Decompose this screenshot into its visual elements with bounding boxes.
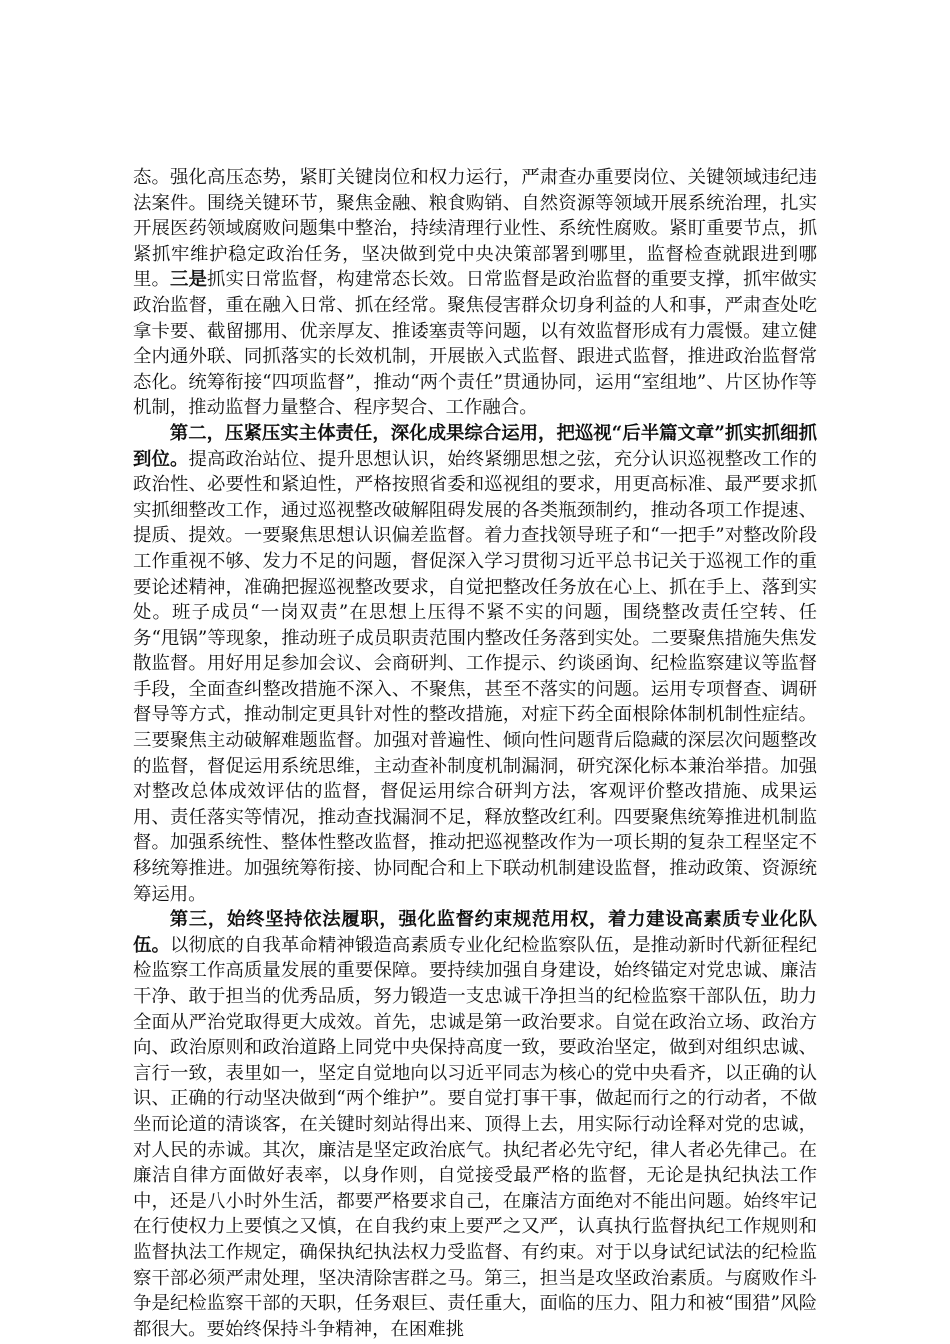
section-heading-third: 第三，始终坚持依法履职，强化监督约束规范用权，着力建设高素质专业化队伍。: [133, 909, 817, 956]
paragraph-second: [133, 421, 817, 907]
paragraph-third: [133, 907, 817, 1342]
section-heading-second: 第二，压紧压实主体责任，深化成果综合运用，把巡视“后半篇文章”抓实抓细抓到位。: [133, 422, 817, 470]
paragraph-continuation: [133, 165, 817, 421]
paragraph-text: 以彻底的自我革命精神锻造高素质专业化纪检监察队伍，是推动新时代新征程纪检监察工作高质量发展的重要保障。要持续加强自身建设，始终锚定对党忠诚、廉洁干净、敢于担当的优秀品质，努力锻造一支忠诚干净担当的纪检监察干部队伍，助力全面从严治党取得更大成效。首先，忠诚是第一政治要求。自觉在政治立场、政治方向、政治原则和政治道路上同党中央保持高度一致，要政治坚定，做到对组织忠诚、言行一致，表里如一，坚定自觉地向以习近平同志为核心的党中央看齐，以正确的认识、正确的行动坚决做到“两个维护”。要自觉打事干事，做起而行之的行动者，不做坐而论道的清谈客，在关键时刻站得出来、顶得上去，用实际行动诠释对党的忠诚，对人民的赤诚。其次，廉洁是坚定政治底气。执纪者必先守纪，律人者必先律己。在廉洁自律方面做好表率，以身作则，自觉接受最严格的监督，无论是执纪执法工作中，还是八小时外生活，都要严格要求自己，在廉洁方面绝对不能出问题。始终牢记在行使权力上要慎之又慎，在自我约束上要严之又严，认真执行监督执纪工作规则和监督执法工作规定，确保执纪执法权力受监督、有约束。对于以身试纪试法的纪检监察干部必须严肃处理，坚决清除害群之马。第三，担当是攻坚政治素质。与腐败作斗争是纪检监察干部的天职，任务艰巨、责任重大，面临的压力、阻力和被“围猎”风险都很大。要始终保持斗争精神，在困难挑: [133, 934, 817, 1340]
item-lead: 三是: [169, 269, 207, 291]
paragraph-text: 提高政治站位、提升思想认识，始终紧绷思想之弦，充分认识巡视整改工作的政治性、必要性和紧迫性，严格按照省委和巡视组的要求，用更高标准、最严要求抓实抓细整改工作，通过巡视整改破解阻碍发展的各类瓶颈制约，推动各项工作提速、提质、提效。一要聚焦思想认识偏差监督。着力查找领导班子和“一把手”对整改阶段工作重视不够、发力不足的问题，督促深入学习贯彻习近平总书记关于巡视工作的重要论述精神，准确把握巡视整改要求，自觉把整改任务放在心上、抓在手上、落到实处。班子成员“一岗双责”在思想上压得不紧不实的问题，围绕整改责任空转、任务“甩锅”等现象，推动班子成员职责范围内整改任务落到实处。二要聚焦措施失焦发散监督。用好用足参加会议、会商研判、工作提示、约谈函询、纪检监察建议等监督手段，全面查纠整改措施不深入、不聚焦，甚至不落实的问题。运用专项督查、调研督导等方式，推动制定更具针对性的整改措施，对症下药全面根除体制机制性症结。三要聚焦主动破解难题监督。加强对普遍性、倾向性问题背后隐藏的深层次问题整改的监督，督促运用系统思维，主动查补制度机制漏洞，研究深化标本兼治举措。加强对整改总体成效评估的监督，督促运用综合研判方法，客观评价整改措施、成果运用、责任落实等情况，推动查找漏洞不足，释放整改红利。四要聚焦统筹推进机制监督。加强系统性、整体性整改监督，推动把巡视整改作为一项长期的复杂工程坚定不移统筹推进。加强统筹衔接、协同配合和上下联动机制建设监督，推动政策、资源统筹运用。: [133, 448, 817, 905]
document-body: [133, 165, 817, 1342]
paragraph-text: 抓实日常监督，构建常态长效。日常监督是政治监督的重要支撑，抓牢做实政治监督，重在融入日常、抓在经常。聚焦侵害群众切身利益的人和事，严肃查处吃拿卡要、截留挪用、优亲厚友、推诿塞责等问题，以有效监督形成有力震慑。建立健全内通外联、同抓落实的长效机制，开展嵌入式监督、跟进式监督，推进政治监督常态化。统筹衔接“四项监督”，推动“两个责任”贯通协同，运用“室组地”、片区协作等机制，推动监督力量整合、程序契合、工作融合。: [133, 269, 817, 419]
paragraph-text: 态。强化高压态势，紧盯关键岗位和权力运行，严肃查办重要岗位、关键领域违纪违法案件。围绕关键环节，聚焦金融、粮食购销、自然资源等领域开展系统治理，扎实开展医药领域腐败问题集中整治，持续清理行业性、系统性腐败。紧盯重要节点，抓紧抓牢维护稳定政治任务，坚决做到党中央决策部署到哪里，监督检查就跟进到哪里。: [133, 167, 817, 291]
